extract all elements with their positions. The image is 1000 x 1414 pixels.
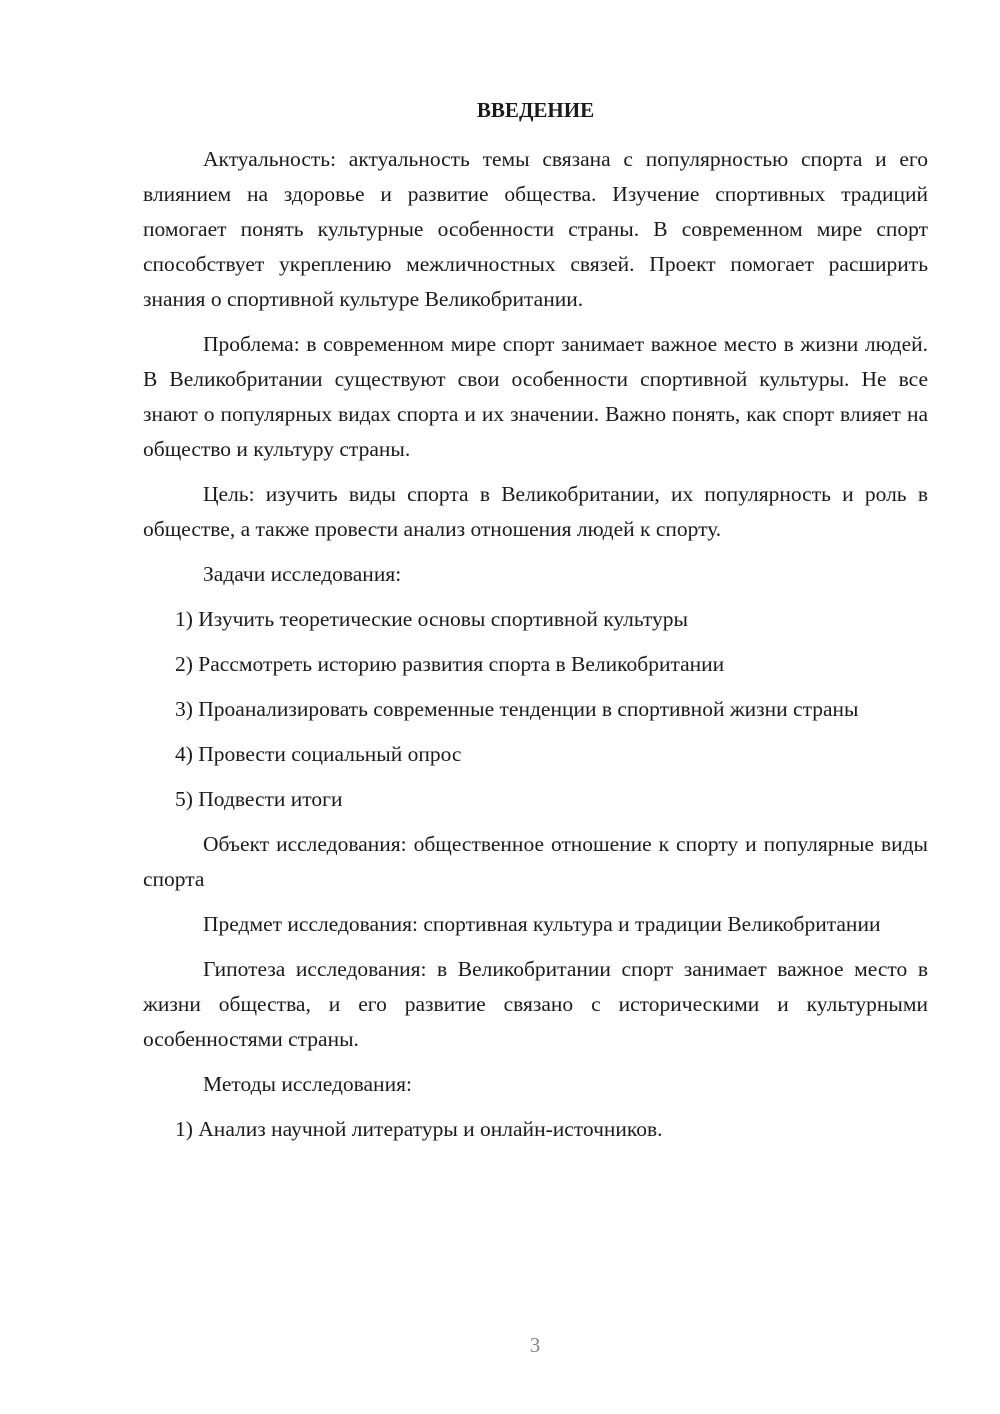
task-item-4: 4) Провести социальный опрос — [175, 742, 462, 766]
problem-paragraph: Проблема: в современном мире спорт занимает важное место в жизни людей. В Великобритании существуют свои особенности спортивной культуры. Не все знают о популярных видах спорта и их значении. Важно понять, как спорт влияет на общество и культуру страны. — [143, 332, 928, 461]
hypothesis-paragraph: Гипотеза исследования: в Великобритании спорт занимает важное место в жизни общества, и его развитие связано с историческими и культурными особенностями страны. — [143, 957, 928, 1051]
task-item-1: 1) Изучить теоретические основы спортивной культуры — [175, 607, 688, 631]
task-item-3: 3) Проанализировать современные тенденции в спортивной жизни страны — [175, 697, 859, 721]
goal-paragraph: Цель: изучить виды спорта в Великобритании, их популярность и роль в обществе, а также провести анализ отношения людей к спорту. — [143, 482, 928, 541]
tasks-heading: Задачи исследования: — [203, 562, 402, 586]
object-paragraph: Объект исследования: общественное отношение к спорту и популярные виды спорта — [143, 832, 928, 891]
document-page — [143, 96, 928, 1157]
section-title: ВВЕДЕНИЕ — [476, 98, 595, 122]
methods-heading: Методы исследования: — [203, 1072, 412, 1096]
task-item-2: 2) Рассмотреть историю развития спорта в Великобритании — [175, 652, 725, 676]
method-item-1: 1) Анализ научной литературы и онлайн-источников. — [175, 1117, 663, 1141]
page-number: 3 — [529, 1333, 541, 1357]
relevance-paragraph: Актуальность: актуальность темы связана с популярностью спорта и его влиянием на здоровье и развитие общества. Изучение спортивных традиций помогает понять культурные особенности страны. В современном мире спорт способствует укреплению межличностных связей. Проект помогает расширить знания о спортивной культуре Великобритании. — [143, 147, 928, 311]
subject-paragraph: Предмет исследования: спортивная культура и традиции Великобритании — [203, 912, 881, 936]
task-item-5: 5) Подвести итоги — [175, 787, 343, 811]
